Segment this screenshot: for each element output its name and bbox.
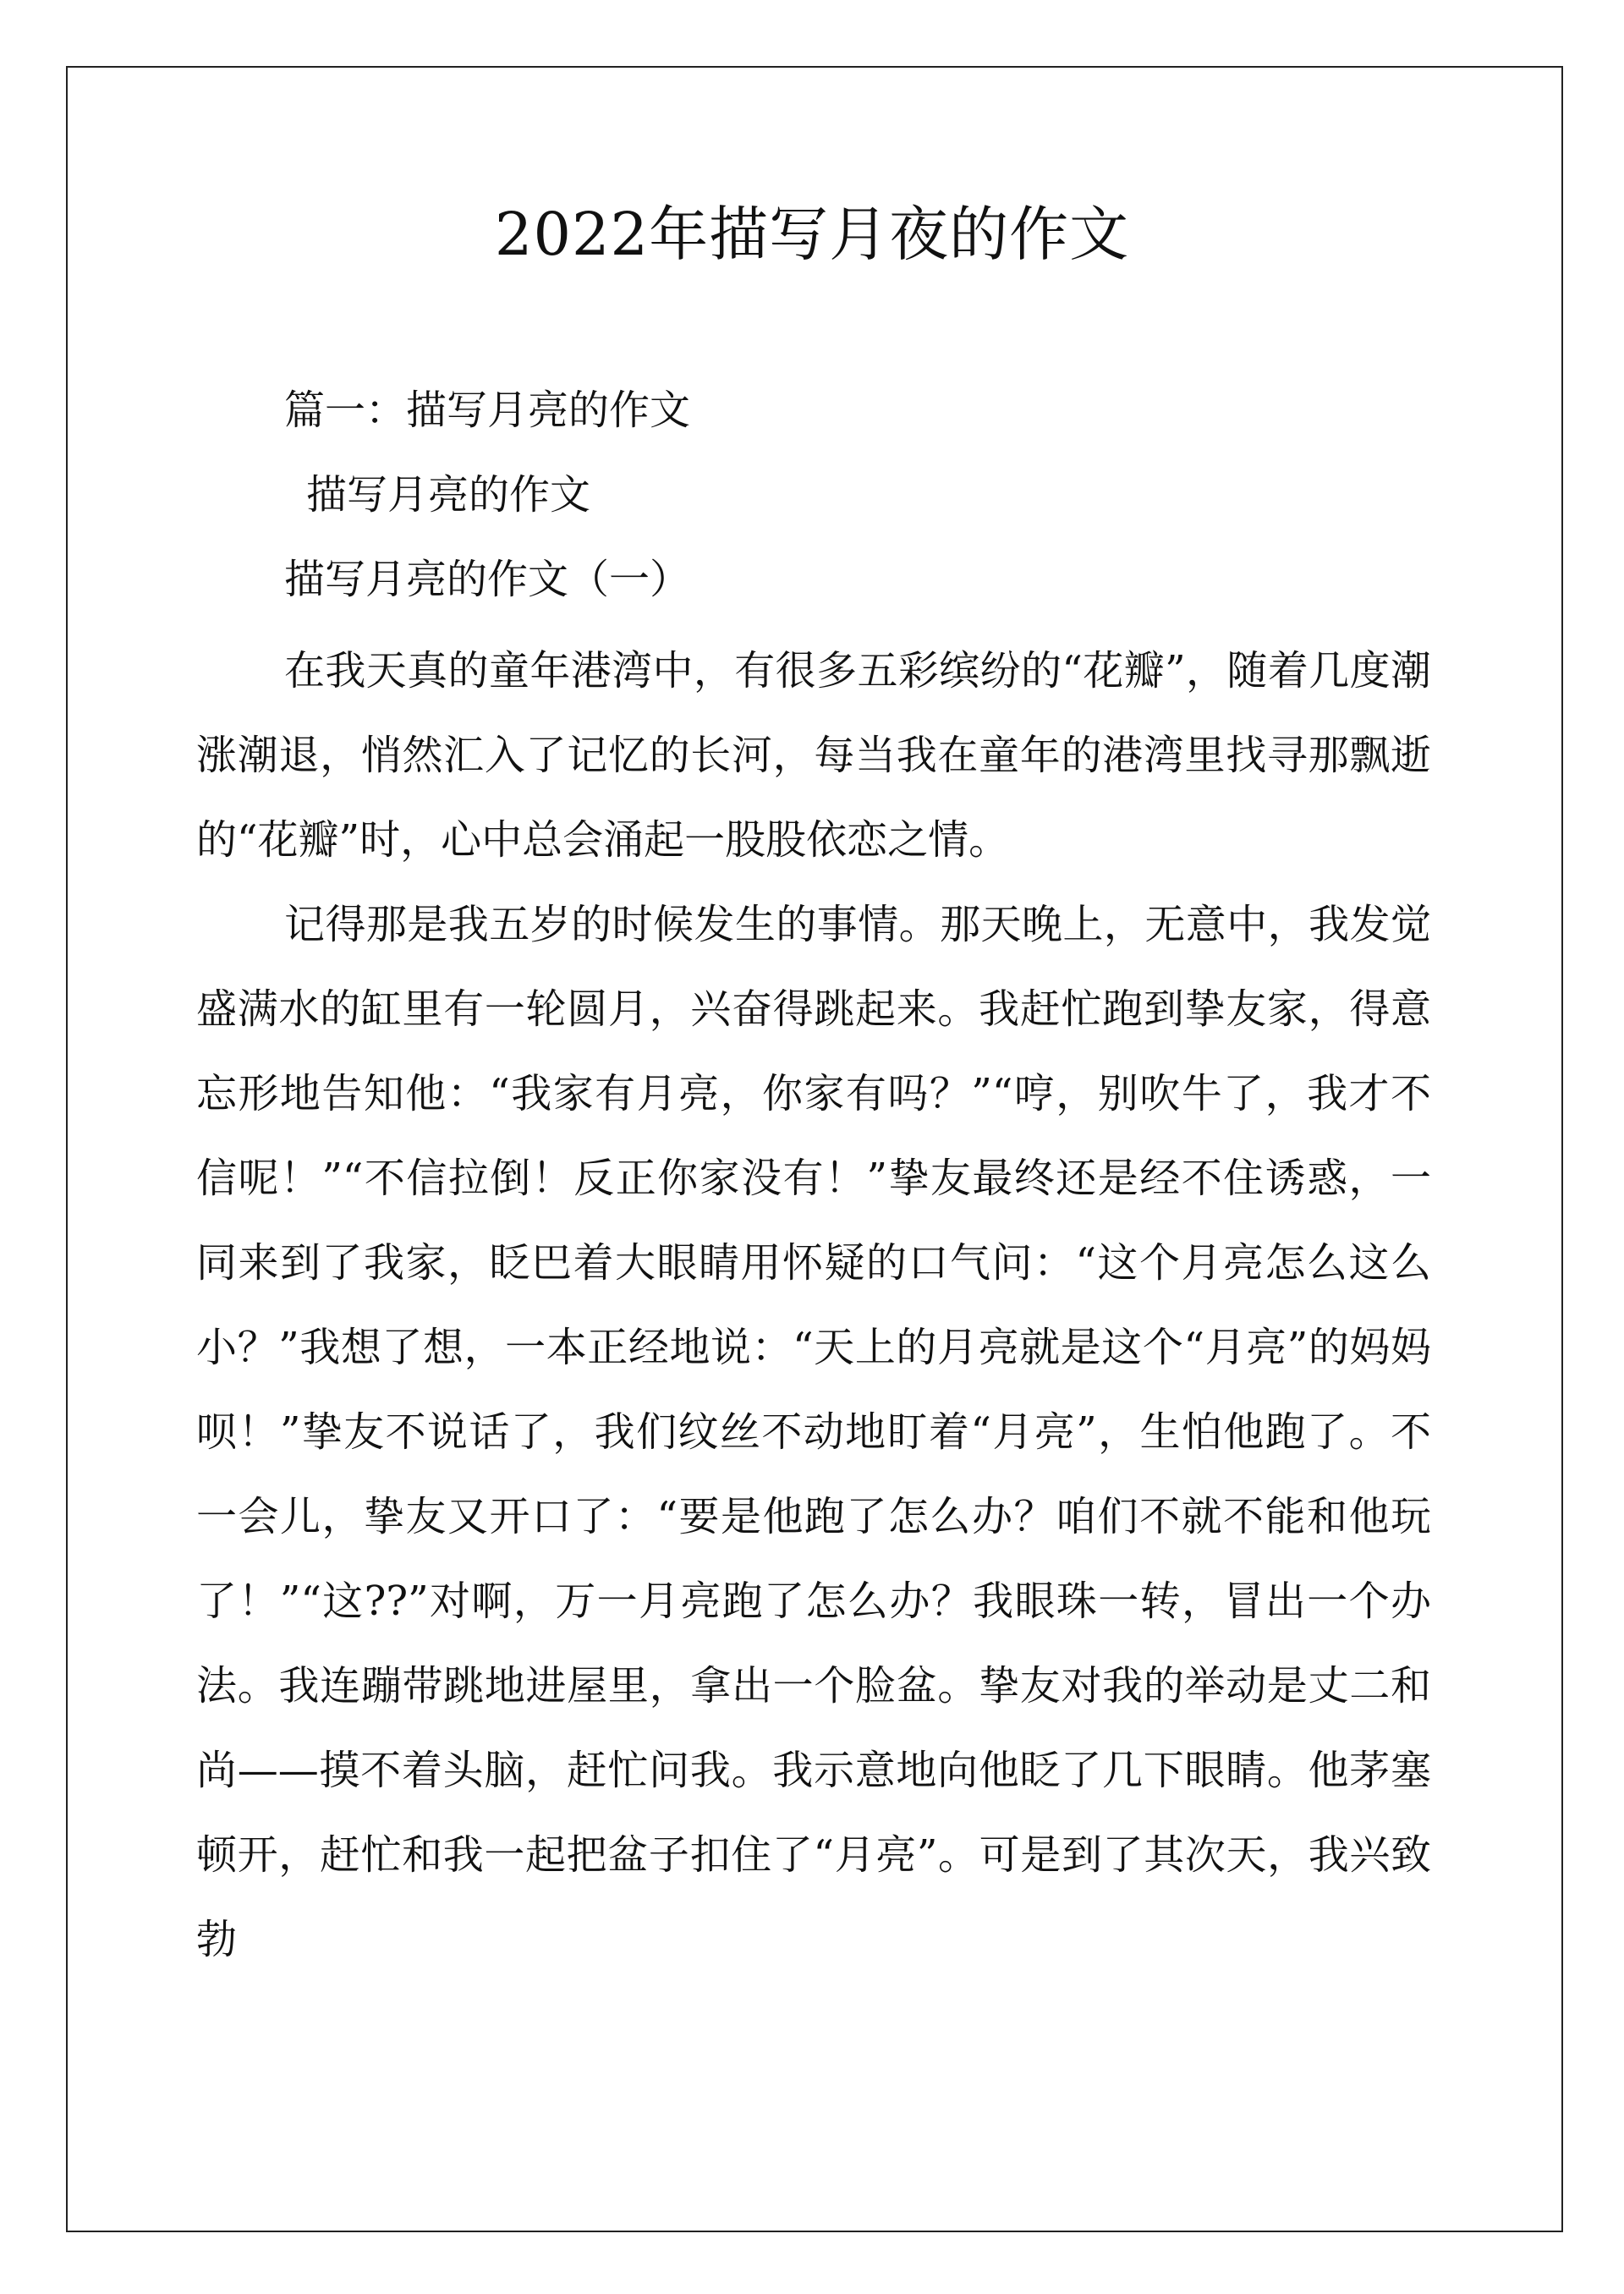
essay-heading: 描写月亮的作文（一） [284,556,691,603]
section-heading: 篇一：描写月亮的作文 [284,387,691,434]
paragraph-2: 记得那是我五岁的时候发生的事情。那天晚上，无意中，我发觉盛满水的缸里有一轮圆月，兴奋得跳起来。我赶忙跑到挚友家，得意忘形地告知他：“我家有月亮，你家有吗？”“哼，别吹牛了，我才不信呢！”“不信拉倒！反正你家没有！”挚友最终还是经不住诱惑，一同来到了我家，眨巴着大眼睛用怀疑的口气问：“这个月亮怎么这么小？”我想了想，一本正经地说：“天上的月亮就是这个“月亮”的妈妈呗！”挚友不说话了，我们纹丝不动地盯着“月亮”，生怕他跑了。不一会儿，挚友又开口了：“要是他跑了怎么办？咱们不就不能和他玩了！”“这??”对啊，万一月亮跑了怎么办？我眼珠一转，冒出一个办法。我连蹦带跳地进屋里，拿出一个脸盆。挚友对我的举动是丈二和尚——摸不着头脑，赶忙问我。我示意地向他眨了几下眼睛。他茅塞顿开，赶忙和我一起把盆子扣住了“月亮”。可是到了其次天，我兴致勃 [196,901,1431,1963]
paragraph-1: 在我天真的童年港湾中，有很多五彩缤纷的“花瓣”，随着几度潮涨潮退，悄然汇入了记忆的长河，每当我在童年的港湾里找寻那飘逝的“花瓣”时，心中总会涌起一股股依恋之情。 [196,647,1431,864]
subheading: 描写月亮的作文 [306,471,591,519]
document-title: 2022年描写月夜的作文 [494,200,1130,269]
